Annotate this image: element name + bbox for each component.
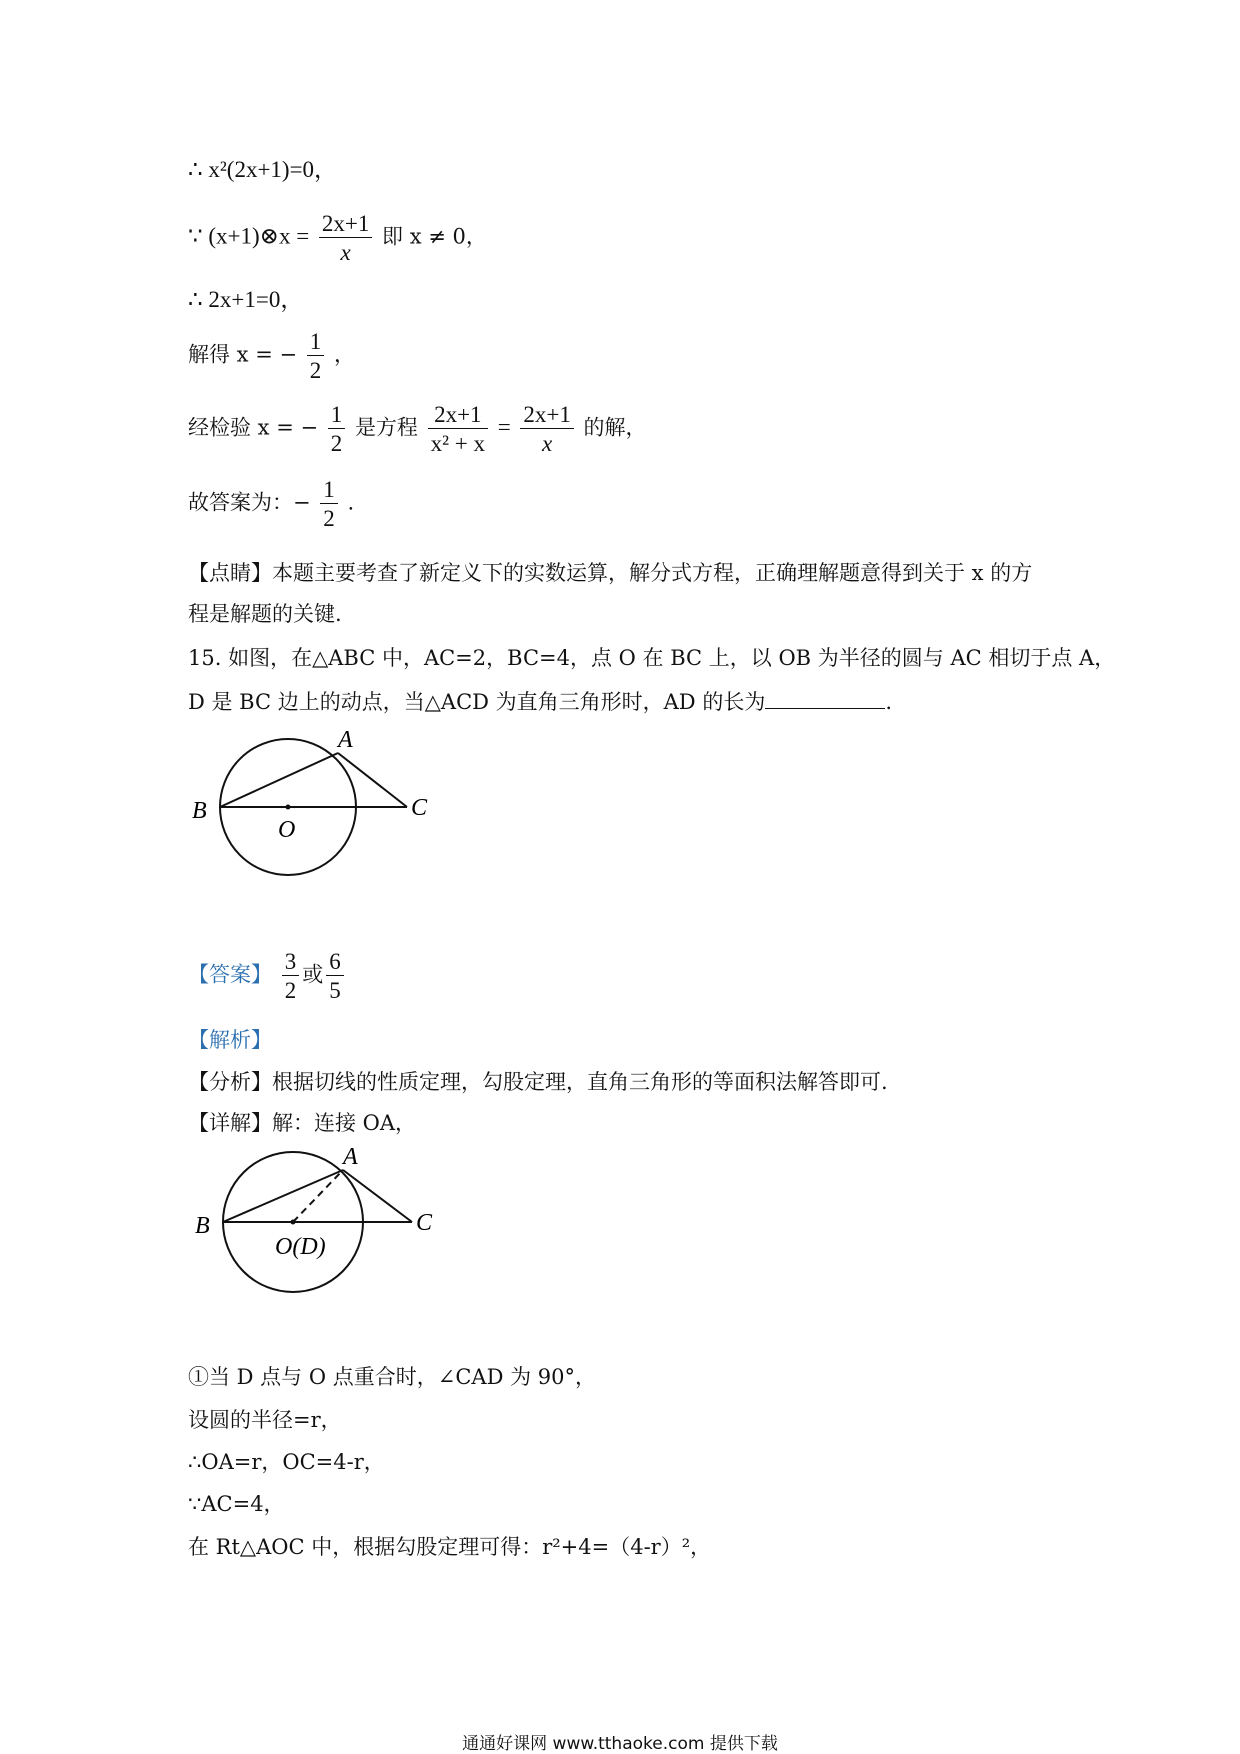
solution-line-4-pre: 解得 x = − (188, 342, 298, 367)
solution-line-2-pre: ∵ (x+1)⊗x = (188, 223, 310, 249)
solution-line-3: ∴ 2x+1=0， (188, 287, 304, 312)
label-a: A (338, 727, 353, 753)
fraction (320, 478, 338, 530)
segment-ba (223, 1170, 343, 1222)
solution-line-2-post: 即 x ≠ 0， (382, 224, 487, 249)
solution-line-6-post: . (347, 490, 355, 515)
solution-line-6 (188, 478, 354, 530)
label-o-d: O(D) (275, 1234, 326, 1260)
numerator: 1 (328, 403, 346, 429)
numerator: 1 (320, 478, 338, 504)
denominator: 2 (309, 358, 322, 383)
comment-tag: 【点睛】 (188, 561, 272, 585)
denominator: 2 (323, 506, 335, 531)
numerator: 2x+1 (428, 403, 488, 429)
label-c: C (416, 1210, 433, 1236)
answer-line (188, 950, 347, 1002)
comment-line-1 (188, 563, 1032, 584)
numerator: 2x+1 (319, 212, 372, 238)
step-2: 设圆的半径=r， (188, 1408, 342, 1432)
step-1: ①当 D 点与 O 点重合时，∠CAD 为 90°， (188, 1365, 596, 1389)
fraction (307, 330, 325, 382)
segment-ac (343, 1170, 412, 1222)
numerator: 2x+1 (520, 403, 573, 429)
footer: 通通好课网 www.tthaoke.com 提供下载 (462, 1734, 778, 1754)
step-5: 在 Rt△AOC 中，根据勾股定理可得：r²+4=（4-r）²， (188, 1535, 712, 1559)
fenxi-text: 根据切线的性质定理，勾股定理，直角三角形的等面积法解答即可. (272, 1070, 888, 1094)
fraction (282, 950, 300, 1002)
question-line-2-text: D 是 BC 边上的动点，当△ACD 为直角三角形时，AD 的长为 (188, 690, 766, 714)
xiangjie-text: 解：连接 OA， (272, 1111, 417, 1135)
comment-line-2: 程是解题的关键. (188, 602, 342, 626)
answer-blank (765, 690, 885, 709)
step-4: ∵AC=4， (188, 1492, 285, 1516)
fraction (328, 403, 346, 455)
analysis-tag: 【解析】 (188, 1028, 272, 1052)
point-o (286, 805, 291, 810)
denominator: x² + x (430, 431, 485, 456)
solution-line-4-post: ， (333, 342, 355, 367)
solution-line-5-post: 的解， (583, 415, 647, 440)
denominator: 5 (329, 978, 341, 1003)
segment-oa-dashed (293, 1170, 343, 1222)
fraction (428, 403, 488, 455)
label-o: O (278, 817, 296, 843)
figure-1-circle-triangle (185, 725, 445, 905)
comment-text-1: 本题主要考查了新定义下的实数运算，解分式方程，正确理解题意得到关于 x 的方 (272, 561, 1033, 585)
numerator: 3 (282, 950, 300, 976)
question-line-1: 15. 如图，在△ABC 中，AC=2，BC=4，点 O 在 BC 上，以 OB 为半径的圆与 AC 相切于点 A， (188, 646, 1116, 670)
fraction (326, 950, 344, 1002)
solution-line-5-mid: 是方程 (354, 415, 418, 440)
solution-line-6-pre: 故答案为：− (188, 490, 311, 515)
fenxi-tag: 【分析】 (188, 1070, 272, 1094)
xiangjie-line (188, 1113, 416, 1134)
question-line-2 (188, 690, 892, 713)
xiangjie-tag: 【详解】 (188, 1111, 272, 1135)
fenxi-line (188, 1072, 888, 1093)
step-3: ∴OA=r，OC=4-r， (188, 1450, 385, 1474)
label-b: B (195, 1213, 210, 1239)
answer-tag: 【答案】 (188, 962, 272, 987)
answer-or: 或 (302, 962, 324, 987)
equals-sign: = (497, 414, 511, 440)
fraction (520, 403, 573, 455)
denominator: 2 (330, 431, 343, 456)
point-o (291, 1220, 296, 1225)
solution-line-2 (188, 212, 487, 264)
denominator: x (541, 431, 553, 456)
fraction (319, 212, 372, 264)
figure-2-circle-triangle (190, 1140, 460, 1320)
question-line-2-end: . (885, 690, 893, 714)
solution-line-1: ∴ x²(2x+1)=0， (188, 157, 338, 182)
numerator: 1 (307, 330, 325, 356)
denominator: 2 (284, 978, 297, 1003)
label-b: B (192, 798, 207, 824)
solution-line-4 (188, 330, 355, 382)
numerator: 6 (326, 950, 344, 976)
label-c: C (411, 795, 428, 821)
solution-line-5-pre: 经检验 x = − (188, 415, 319, 440)
solution-line-5 (188, 403, 647, 455)
denominator: x (340, 240, 351, 265)
label-a: A (343, 1144, 358, 1170)
segment-ac (338, 753, 407, 807)
